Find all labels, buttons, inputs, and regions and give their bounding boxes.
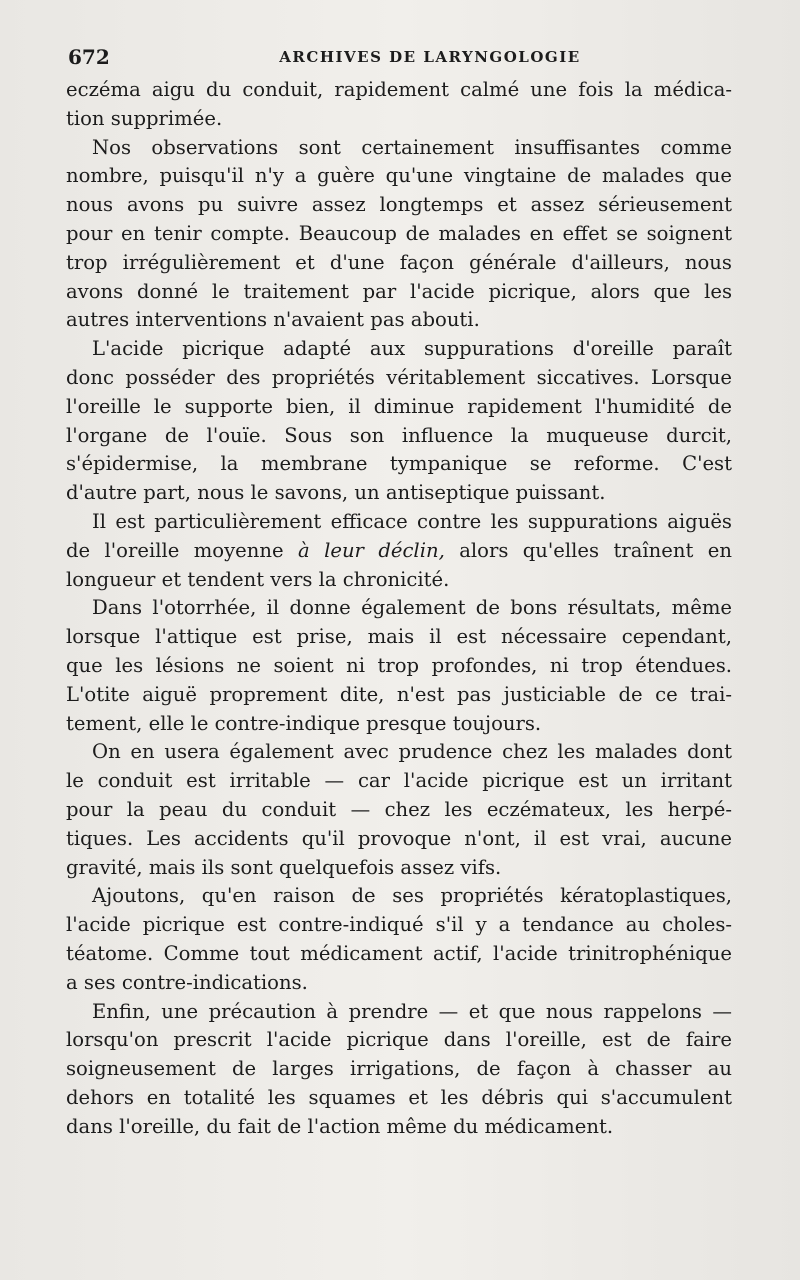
text-line: autres interventions n'avaient pas abouti. — [66, 308, 480, 332]
text-line: tiques. Les accidents qu'il provoque n'ont, il est vrai, aucune — [66, 826, 732, 850]
text-line: dehors en totalité les squames et les débris qui s'accumulent — [66, 1085, 732, 1109]
text-line: dans l'oreille, du fait de l'action même du médicament. — [66, 1114, 614, 1138]
text-line: tion supprimée. — [66, 106, 223, 130]
text-line: L'acide picrique adapté aux suppurations d'oreille paraît — [92, 337, 732, 361]
text-line: nous avons pu suivre assez longtemps et assez sérieusement — [66, 193, 732, 217]
text-line: tement, elle le contre-indique presque toujours. — [66, 711, 542, 735]
text-line: pour la peau du conduit — chez les eczémateux, les herpé- — [66, 797, 732, 821]
text-line: Dans l'otorrhée, il donne également de bons résultats, même — [92, 596, 732, 620]
text-line: lorsqu'on prescrit l'acide picrique dans l'oreille, est de faire — [66, 1028, 732, 1052]
text-line: l'acide picrique est contre-indiqué s'il y a tendance au choles- — [66, 913, 732, 937]
text-line: longueur et tendent vers la chronicité. — [66, 567, 450, 591]
text-line: donc posséder des propriétés véritablement siccatives. Lorsque — [66, 365, 732, 389]
page-number: 672 — [68, 45, 110, 69]
text-line: Enfin, une précaution à prendre — et que nous rappelons — — [92, 999, 732, 1023]
text-line: Ajoutons, qu'en raison de ses propriétés kératoplastiques, — [92, 884, 732, 908]
text-line — [66, 537, 732, 566]
text-fragment: de l'oreille moyenne — [66, 538, 284, 562]
text-line: l'oreille le supporte bien, il diminue rapidement l'humidité de — [66, 394, 732, 418]
text-line: eczéma aigu du conduit, rapidement calmé une fois la médica- — [66, 78, 732, 101]
text-line: avons donné le traitement par l'acide picrique, alors que les — [66, 279, 732, 303]
text-line: le conduit est irritable — car l'acide picrique est un irritant — [66, 769, 732, 793]
body-text — [66, 76, 732, 1141]
text-line: s'épidermise, la membrane tympanique se reforme. C'est — [66, 452, 732, 476]
text-line: L'otite aiguë proprement dite, n'est pas justiciable de ce trai- — [66, 682, 732, 706]
text-line: que les lésions ne soient ni trop profondes, ni trop étendues. — [66, 653, 732, 677]
text-line: trop irrégulièrement et d'une façon générale d'ailleurs, nous — [66, 250, 732, 274]
text-line: soigneusement de larges irrigations, de façon à chasser au — [66, 1057, 732, 1081]
text-line: téatome. Comme tout médicament actif, l'acide trinitrophénique — [66, 941, 732, 965]
text-line: d'autre part, nous le savons, un antiseptique puissant. — [66, 481, 606, 505]
text-line: Il est particulièrement efficace contre les suppurations aiguës — [92, 509, 732, 533]
italic-a: à — [298, 538, 310, 562]
text-line: pour en tenir compte. Beaucoup de malades en effet se soignent — [66, 221, 732, 245]
text-line: gravité, mais ils sont quelquefois assez vifs. — [66, 855, 502, 879]
text-line: a ses contre-indications. — [66, 970, 308, 994]
text-line: On en usera également avec prudence chez les malades dont — [92, 740, 732, 764]
running-title: ARCHIVES DE LARYNGOLOGIE — [279, 48, 581, 66]
italic-phrase: leur déclin, — [324, 538, 445, 562]
text-line: nombre, puisqu'il n'y a guère qu'une vingtaine de malades que — [66, 164, 732, 188]
text-line: Nos observations sont certainement insuffisantes comme — [92, 135, 732, 159]
text-fragment: alors qu'elles traînent en — [459, 538, 732, 562]
text-line: lorsque l'attique est prise, mais il est nécessaire cependant, — [66, 625, 732, 649]
text-line: l'organe de l'ouïe. Sous son influence la muqueuse durcit, — [66, 423, 732, 447]
